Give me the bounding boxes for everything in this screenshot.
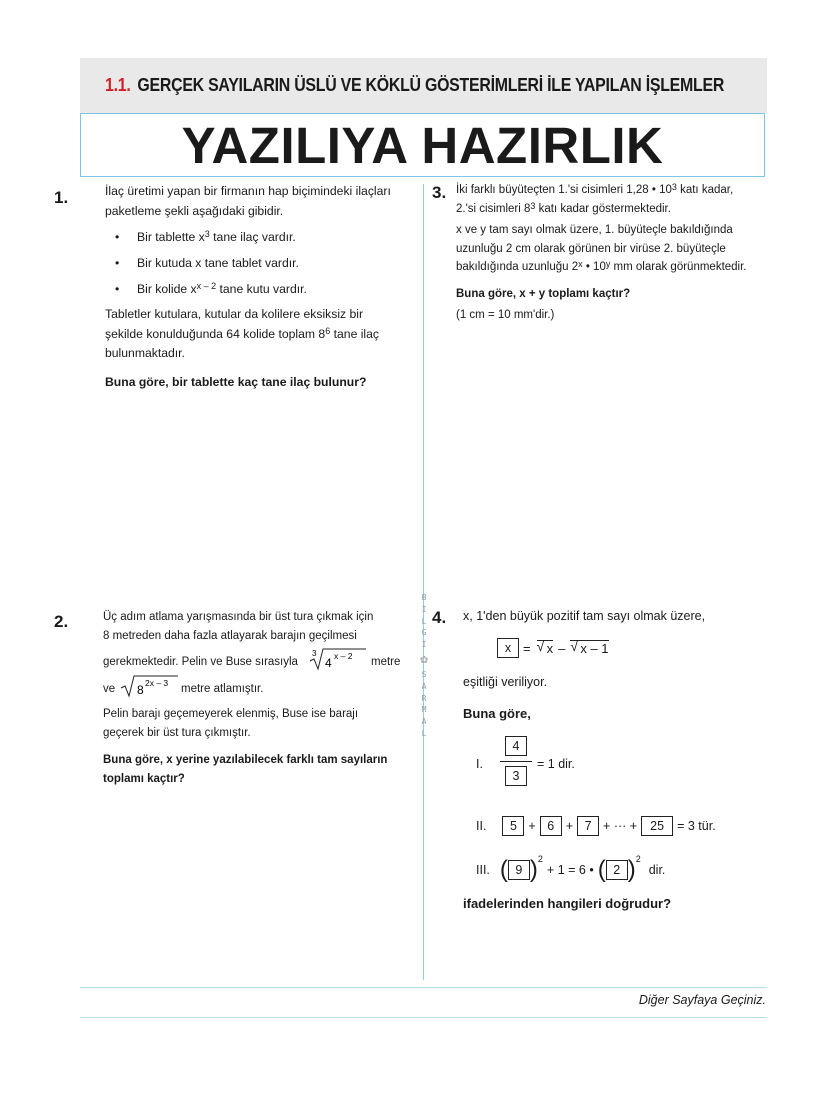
q1-p2-pre: şekilde konulduğunda 64 kolide toplam 8 xyxy=(105,326,326,341)
q4-iii-exp: 2 xyxy=(537,854,543,864)
q4-def-minus: – xyxy=(558,640,566,656)
q3-l2-sup: 3 xyxy=(530,200,536,211)
q1-b3-sup: x – 2 xyxy=(196,281,217,291)
q1-paragraph xyxy=(105,305,415,364)
q3-l1 xyxy=(456,181,776,200)
q3-l3: x ve y tam sayı olmak üzere, 1. büyüteçle bakıldığında xyxy=(456,224,733,236)
q2-square-root xyxy=(118,672,180,698)
q1-intro-1: İlaç üretimi yapan bir firmanın hap biçimindeki ilaçları xyxy=(105,184,391,198)
brand-letter: S xyxy=(421,669,427,679)
q4-ii-post: = 3 tür. xyxy=(677,819,716,833)
q2-q2: toplamı kaçtır? xyxy=(103,772,185,785)
q1-b1-post: tane ilaç vardır. xyxy=(209,230,296,244)
q4-iii-mid: + 1 = 6 • xyxy=(546,863,594,877)
q4-i-label: I. xyxy=(476,757,483,771)
q4-sqrt-x1 xyxy=(570,640,608,656)
brand-logo-icon: ✿ xyxy=(420,651,428,667)
q4-iii-box-a: 9 xyxy=(508,860,530,880)
footer-line-bottom xyxy=(80,1017,767,1018)
q2-l4-post: metre atlamıştır. xyxy=(181,683,264,695)
paren-icon: ) xyxy=(529,856,538,883)
brand-letter: İ xyxy=(421,604,427,614)
fraction-bar xyxy=(500,761,532,762)
q4-l3: Buna göre, xyxy=(463,706,531,721)
q1-p3: bulunmaktadır. xyxy=(105,346,185,360)
q4-number: 4. xyxy=(432,608,447,627)
q4-i-denominator: 3 xyxy=(505,766,527,786)
q4-iii-box-b: 2 xyxy=(606,860,628,880)
q4-i-numerator: 4 xyxy=(505,736,527,756)
q1-b3-post: tane kutu vardır. xyxy=(216,282,307,296)
q1-body xyxy=(105,181,415,221)
q4-ii-plus: + xyxy=(565,819,574,833)
q2-l3 xyxy=(103,652,298,672)
q1-bullet-2 xyxy=(137,253,299,273)
q3-l2-pre: 2.'si cisimleri 8 xyxy=(456,202,531,215)
brand-letter: L xyxy=(421,616,427,626)
brand-letter: L xyxy=(421,728,427,738)
q3-number: 3. xyxy=(432,183,447,202)
q2-number: 2. xyxy=(54,612,69,631)
q2-l3-pre: gerekmektedir. Pelin ve Buse sırasıyla xyxy=(103,656,298,668)
q1-p1: Tabletler kutulara, kutular da kolilere eksiksiz bir xyxy=(105,307,364,321)
q2-cube-root xyxy=(306,645,366,671)
q2-root1-index: 3 xyxy=(312,649,317,658)
q4-sqrt-x xyxy=(537,640,554,656)
q4-ii-box: 25 xyxy=(641,816,673,836)
q2-question xyxy=(103,751,413,788)
paren-icon: ) xyxy=(627,856,636,883)
q4-iii xyxy=(476,856,665,884)
q4-iii-label: III. xyxy=(476,863,490,877)
q2-q1: Buna göre, x yerine yazılabilecek farklı tam sayıların xyxy=(103,754,388,766)
q4-ii-box: 6 xyxy=(540,816,562,836)
q4-def-eq: = xyxy=(523,640,531,656)
paren-icon: ( xyxy=(597,856,606,883)
q4-i-fraction xyxy=(500,736,532,786)
q4-iii-exp2: 2 xyxy=(635,854,641,864)
q4-iii-post: dir. xyxy=(648,863,666,877)
q1-p2-post: tane ilaç xyxy=(330,326,380,341)
banner-title: YAZILIYA HAZIRLIK xyxy=(80,113,765,177)
radical-icon: √ xyxy=(536,638,545,654)
brand-letter: A xyxy=(421,717,427,727)
q3-l2-post: katı kadar göstermektedir. xyxy=(535,202,671,215)
q1-bullet-3 xyxy=(137,279,307,299)
q4-question: ifadelerinden hangileri doğrudur? xyxy=(463,896,672,911)
brand-letter: R xyxy=(421,693,427,703)
q2-l6: geçerek bir üst tura çıkmıştır. xyxy=(103,726,251,739)
q4-i-post: = 1 dir. xyxy=(537,757,575,771)
q3-question: Buna göre, x + y toplamı kaçtır? xyxy=(456,288,631,300)
brand-letter: M xyxy=(421,705,427,715)
section-title-text: GERÇEK SAYILARIN ÜSLÜ VE KÖKLÜ GÖSTERİMLERİ İLE YAPILAN İŞLEMLER xyxy=(137,74,725,95)
side-brand xyxy=(418,592,430,740)
q3-l2 xyxy=(456,200,776,219)
brand-letter: G xyxy=(421,628,427,638)
q4-definition xyxy=(497,638,609,658)
q4-def-x: x xyxy=(546,641,554,656)
q2-root1-base: 4 xyxy=(325,656,332,670)
q2-l3-post: metre xyxy=(371,656,401,668)
section-number: 1.1. xyxy=(105,74,131,95)
q4-l1: x, 1'den büyük pozitif tam sayı olmak üzere, xyxy=(463,609,706,623)
q2-root2-base: 8 xyxy=(137,683,144,697)
q3-l5-mid: • 10 xyxy=(582,261,606,273)
q1-question: Buna göre, bir tablette kaç tane ilaç bulunur? xyxy=(105,375,367,389)
q2-body xyxy=(103,608,413,646)
q1-bullet-1 xyxy=(137,227,296,247)
q3-note: (1 cm = 10 mm'dir.) xyxy=(456,309,555,321)
q2-root2-exp: 2x – 3 xyxy=(145,678,169,688)
q3-l4: uzunluğu 2 cm olarak görünen bir virüse 2. büyüteçle xyxy=(456,242,726,255)
q1-b3-text: Bir kolide x xyxy=(137,282,197,296)
footer-next-page: Diğer Sayfaya Geçiniz. xyxy=(638,993,766,1007)
q3-l1-post: katı kadar, xyxy=(676,184,734,196)
q3-l5 xyxy=(456,258,776,277)
q2-l5: Pelin barajı geçemeyerek elenmiş, Buse ise barajı xyxy=(103,708,359,720)
brand-letter: İ xyxy=(421,640,427,650)
q3-l1-sup: 3 xyxy=(671,182,677,192)
q1-intro-2: paketleme şekli aşağıdaki gibidir. xyxy=(105,204,284,218)
q4-ii-box: 7 xyxy=(577,816,599,836)
q3-l5-post: mm olarak görünmektedir. xyxy=(610,261,747,273)
q3-l1-pre: İki farklı büyüteçten 1.'si cisimleri 1,28 • 10 xyxy=(456,184,672,196)
brand-letter: B xyxy=(421,593,427,602)
q1-p2 xyxy=(105,325,415,345)
column-divider xyxy=(423,184,424,980)
radical-icon: √ xyxy=(570,638,579,654)
q4-def-box: x xyxy=(497,638,519,658)
paren-icon: ( xyxy=(499,856,508,883)
q4-ii-dots: + ··· + xyxy=(603,819,638,833)
q2-tail xyxy=(103,705,413,742)
q1-b1-sup: 3 xyxy=(204,229,210,239)
footer-line-top xyxy=(80,987,767,988)
section-title xyxy=(105,74,724,96)
q3-l5-pre: bakıldığında uzunluğu 2 xyxy=(456,261,579,273)
q4-l2: eşitliği veriliyor. xyxy=(463,675,548,689)
q4-def-x1: x – 1 xyxy=(580,641,609,656)
q4-ii-plus: + xyxy=(528,819,536,833)
q4-ii-label: II. xyxy=(476,819,487,833)
q4-ii-box: 5 xyxy=(502,816,524,836)
q2-root1-exp: x – 2 xyxy=(334,651,353,661)
q1-p2-sup: 6 xyxy=(325,325,331,336)
q3-body xyxy=(456,181,776,277)
q1-b2-text: Bir kutuda x tane tablet vardır. xyxy=(137,256,299,270)
q4-ii xyxy=(476,816,716,836)
q1-b1-text: Bir tablette x xyxy=(137,230,205,244)
q3-l5-sup1: x xyxy=(578,259,583,269)
q2-l4-pre: ve xyxy=(103,683,116,695)
brand-letter: A xyxy=(421,681,427,691)
q3-l5-sup2: y xyxy=(605,259,611,269)
q1-number: 1. xyxy=(54,188,69,207)
q2-l2: 8 metreden daha fazla atlayarak barajın geçilmesi xyxy=(103,630,357,642)
q2-l1: Üç adım atlama yarışmasında bir üst tura çıkmak için xyxy=(103,611,374,623)
